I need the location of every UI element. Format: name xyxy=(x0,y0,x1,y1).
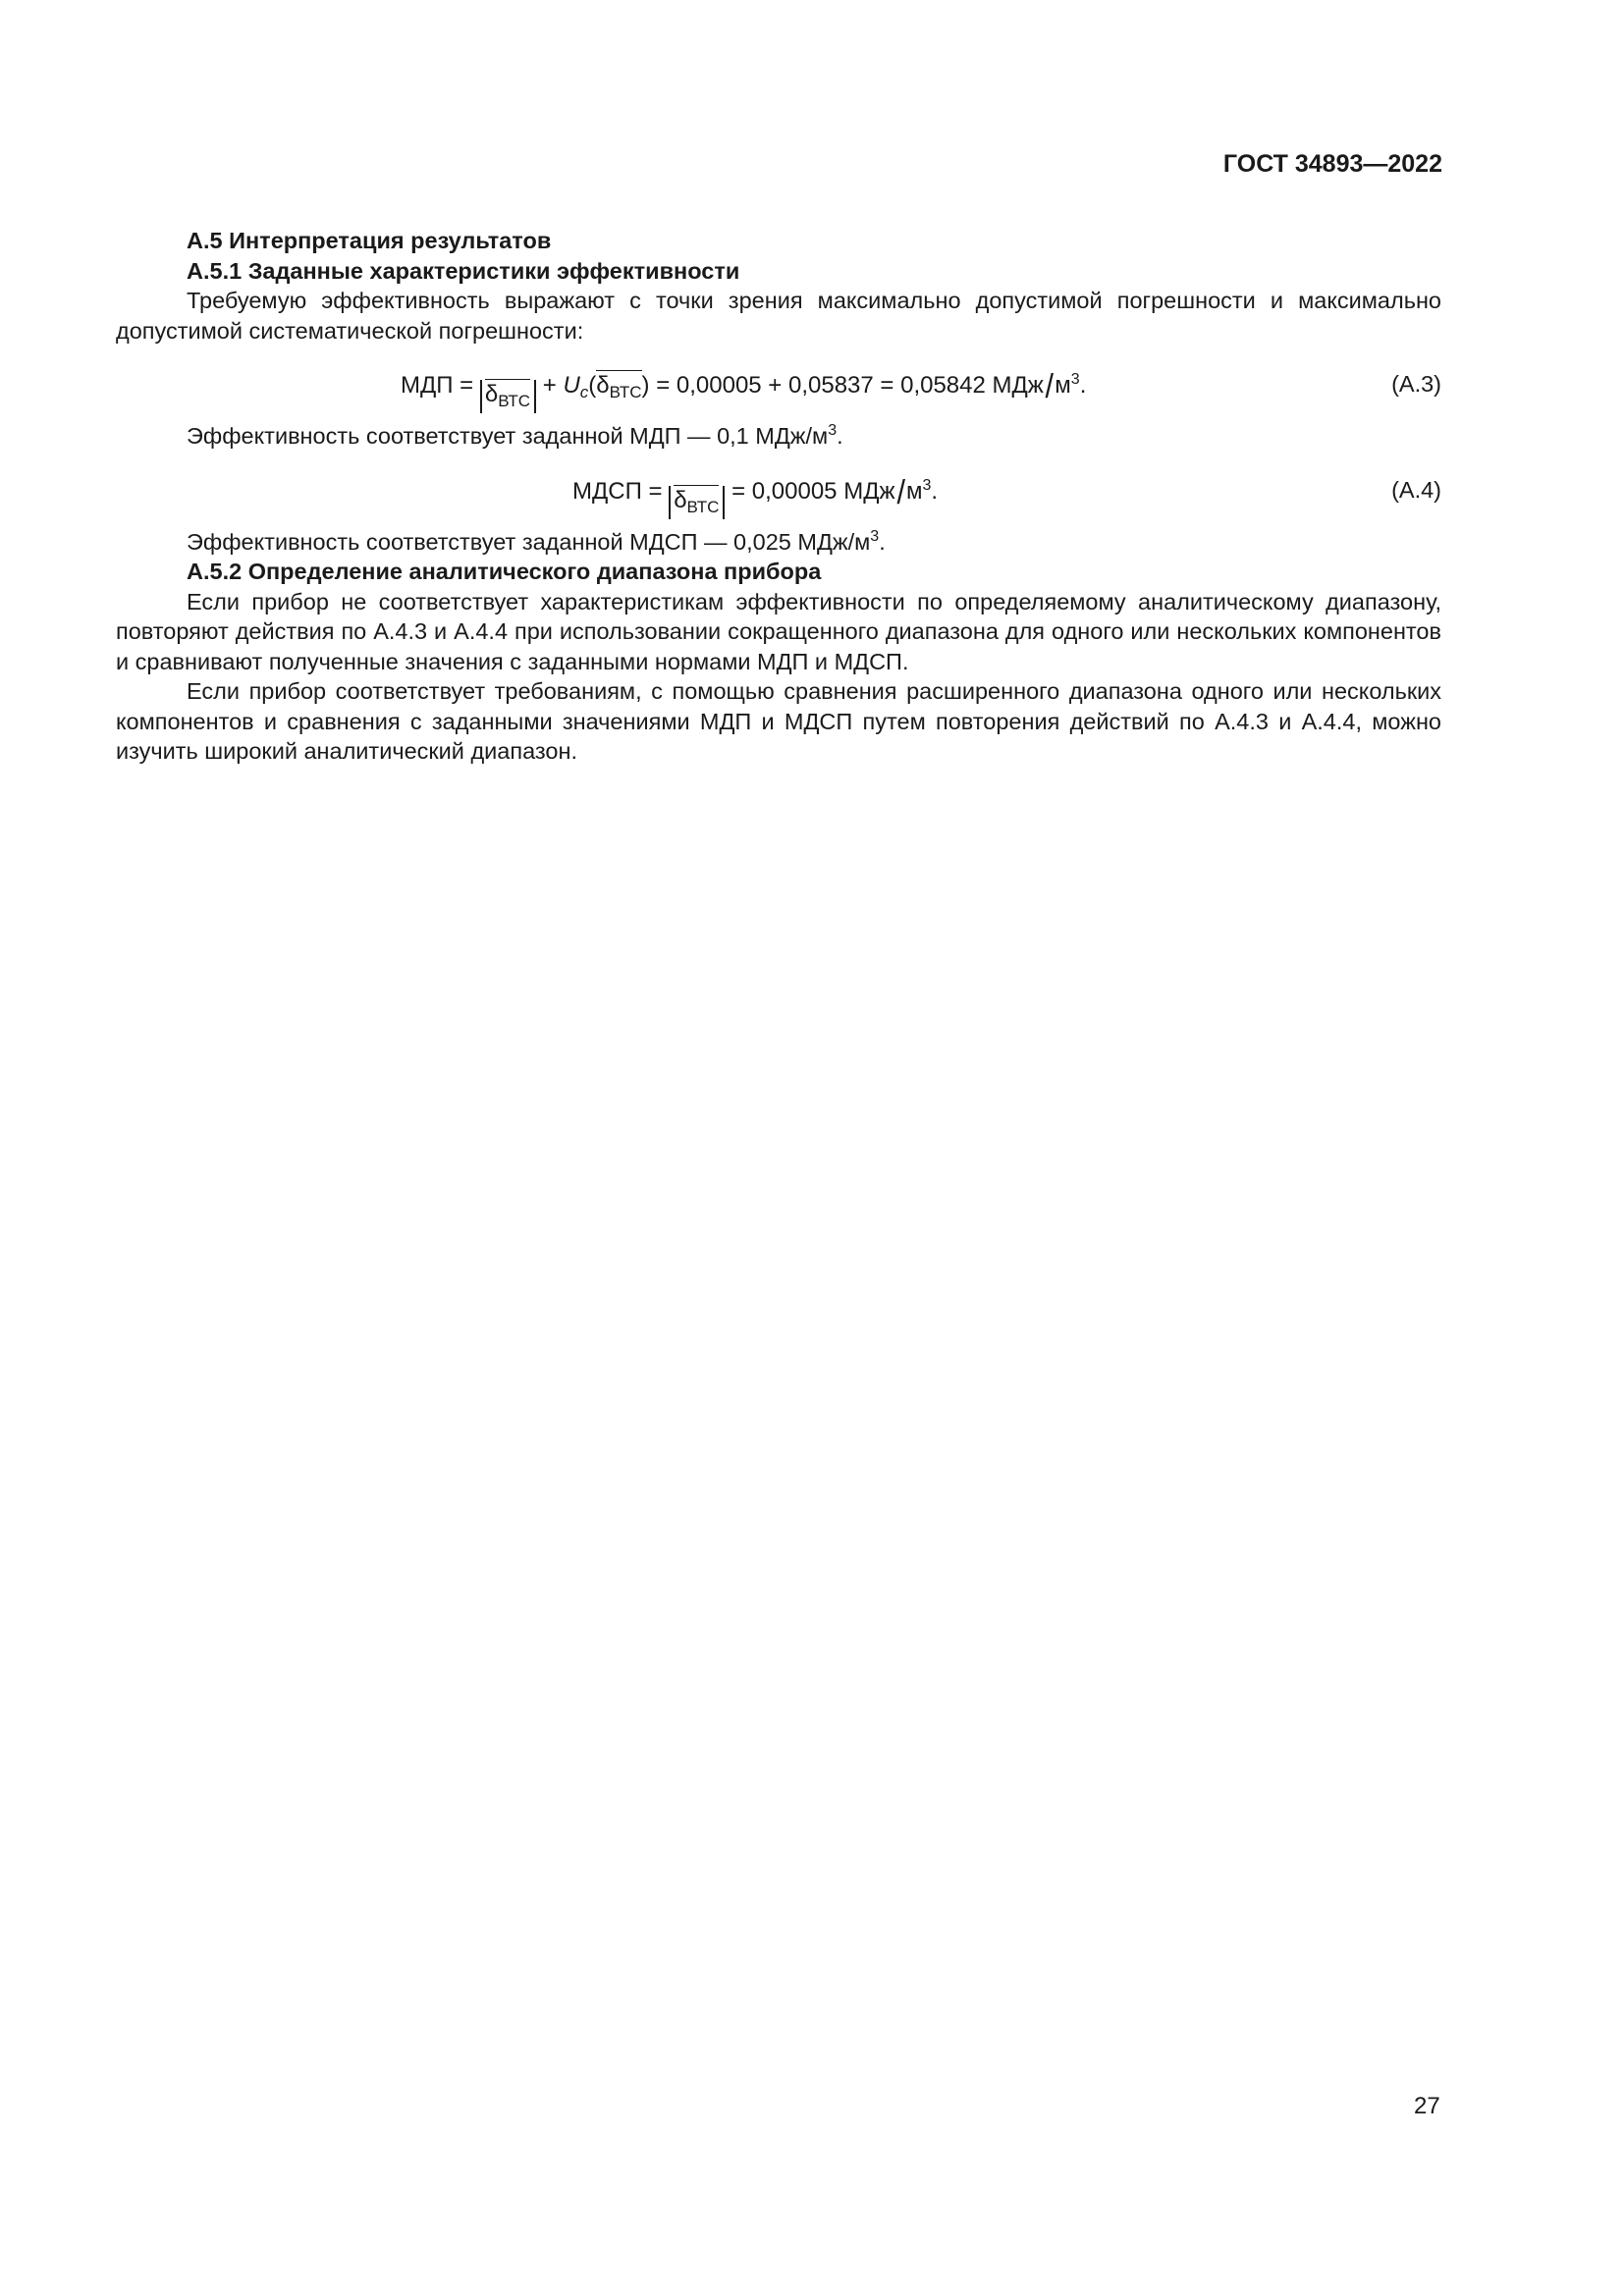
formula-a3-delta-sub: ВТС xyxy=(498,392,531,410)
formula-a3-unit-den: м xyxy=(1055,372,1071,399)
formula-a3-rhs: = 0,00005 + 0,05837 = 0,05842 МДж xyxy=(649,372,1044,399)
text-a3-exp: 3 xyxy=(828,422,838,439)
formula-a4 xyxy=(116,457,1441,522)
section-a4-result-text xyxy=(116,522,1441,558)
formula-a3-delta xyxy=(484,379,531,410)
formula-a3-unit-exp: 3 xyxy=(1070,371,1080,388)
formula-a4-expression xyxy=(572,471,938,519)
formula-a3-abs xyxy=(480,380,536,413)
page-number: 27 xyxy=(1414,2093,1440,2119)
formula-a3-plus: + xyxy=(536,372,564,399)
formula-a4-abs xyxy=(669,486,725,519)
section-a51-text: Требуемую эффективность выражают с точки зрения максимально допустимой погрешности и максимально допустимой систематической погрешности: xyxy=(116,288,1441,344)
formula-a3-slash: / xyxy=(1045,368,1054,405)
text-a4-end: . xyxy=(879,528,886,555)
formula-a4-lhs: МДСП xyxy=(572,477,642,505)
section-a52-title: А.5.2 Определение аналитического диапазона прибора xyxy=(187,559,822,584)
text-a4-body: Эффективность соответствует заданной МДСП — 0,025 МДж/м xyxy=(187,528,871,555)
formula-a3-equals: = xyxy=(453,372,480,399)
section-a5-title: А.5 Интерпретация результатов xyxy=(187,228,552,253)
document-standard-header: ГОСТ 34893—2022 xyxy=(1222,150,1442,178)
section-a52-paragraph-2: Если прибор соответствует требованиям, с помощью сравнения расширенного диапазона одного или нескольких компонентов и сравнения с заданными значениями МДП и МДСП путем повторения действий по А.4.3 и А.4.4, можно изучить широкий аналитический диапазон. xyxy=(116,678,1441,764)
formula-a3-end: . xyxy=(1079,372,1087,399)
formula-a4-delta-symbol: δ xyxy=(674,486,687,513)
formula-a3 xyxy=(116,351,1441,416)
formula-a3-expression xyxy=(401,365,1086,413)
formula-a3-arg-sub: ВТС xyxy=(609,383,642,401)
formula-a3-number: (А.3) xyxy=(1391,371,1441,397)
formula-a4-slash: / xyxy=(895,473,905,511)
section-a52-paragraph-1: Если прибор не соответствует характеристикам эффективности по определяемому аналитическому диапазону, повторяют действия по А.4.3 и А.4.4 при использовании сокращенного диапазона для одного или нескольких компонентов и сравнивают полученные значения с заданными нормами МДП и МДСП. xyxy=(116,588,1441,674)
formula-a4-delta xyxy=(674,485,720,516)
formula-a4-unit-exp: 3 xyxy=(922,476,932,494)
section-a3-result-text xyxy=(116,416,1441,452)
text-a3-end: . xyxy=(837,423,843,449)
formula-a3-uc-sub: c xyxy=(579,383,589,401)
text-a4-exp: 3 xyxy=(870,527,880,545)
formula-a3-delta-symbol: δ xyxy=(484,381,499,407)
page-content xyxy=(116,226,1441,767)
formula-a4-end: . xyxy=(931,477,939,505)
text-a3-body: Эффективность соответствует заданной МДП — 0,1 МДж/м xyxy=(187,423,829,449)
formula-a3-uc-arg: $(\delta_{ВТС})$ xyxy=(588,372,650,401)
formula-a3-uc: U xyxy=(563,372,580,399)
formula-a4-unit-den: м xyxy=(905,477,923,505)
formula-a3-arg-delta: δ xyxy=(596,372,610,399)
formula-a4-rhs: = 0,00005 МДж xyxy=(725,477,895,505)
section-a51-title: А.5.1 Заданные характеристики эффективности xyxy=(187,257,740,284)
formula-a4-delta-sub: ВТС xyxy=(686,497,720,516)
formula-a4-equals: = xyxy=(641,477,670,505)
formula-a3-lhs: МДП xyxy=(401,372,454,399)
formula-a4-number: (А.4) xyxy=(1391,476,1441,503)
